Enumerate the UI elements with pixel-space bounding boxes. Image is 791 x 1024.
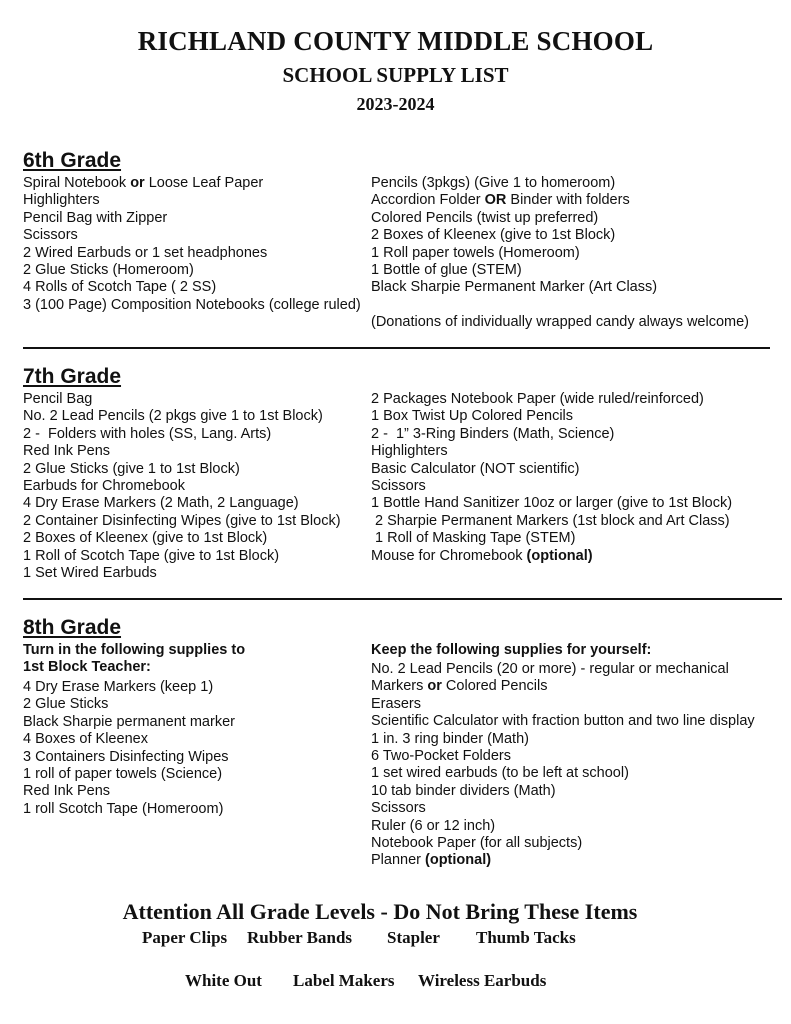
- grade-6-left-list: [23, 175, 361, 314]
- banned-item: White Out: [185, 971, 262, 990]
- banned-item: Wireless Earbuds: [418, 971, 547, 990]
- supply-item: [371, 391, 732, 408]
- supply-item: [23, 696, 235, 713]
- supply-item-text: 6 Two-Pocket Folders: [371, 748, 511, 765]
- supply-item: [371, 495, 732, 512]
- supply-item: [23, 766, 235, 783]
- supply-item: [23, 279, 361, 296]
- supply-item: [371, 530, 732, 547]
- supply-item-text: 3 Containers Disinfecting Wipes: [23, 748, 229, 765]
- supply-item-text: 1 Set Wired Earbuds: [23, 565, 157, 582]
- supply-item: [23, 297, 361, 314]
- supply-item-text: 4 Dry Erase Markers (keep 1): [23, 679, 214, 695]
- grade-8-left-heading: [23, 642, 245, 677]
- grade-8-title: 8th Grade: [23, 616, 122, 639]
- supply-item: [371, 461, 732, 478]
- supply-item: [23, 408, 341, 425]
- school-name: RICHLAND COUNTY MIDDLE SCHOOL: [137, 26, 654, 56]
- supply-item-text: Highlighters: [371, 443, 448, 460]
- supply-item-text: 1 roll of paper towels (Science): [23, 766, 223, 783]
- supply-item-emphasis: or: [130, 175, 145, 191]
- supply-item-text: 1 Bottle Hand Sanitizer 10oz or larger (give to 1st Block): [371, 495, 733, 512]
- supply-item-text: Pencil Bag: [23, 391, 93, 407]
- supply-item-text: Colored Pencils (twist up preferred): [371, 209, 599, 226]
- supply-item: [23, 426, 341, 443]
- supply-item: [371, 713, 755, 730]
- supply-item: [23, 731, 235, 748]
- supply-item-text: Markers: [371, 678, 428, 695]
- supply-item: [371, 765, 755, 782]
- supply-item-text: 2 Packages Notebook Paper (wide ruled/reinforced): [371, 391, 704, 407]
- supply-item: [371, 175, 657, 192]
- supply-item: [23, 513, 341, 530]
- grade-8-left-heading-line: Turn in the following supplies to: [23, 642, 246, 658]
- supply-item-text: 2 - Folders with holes (SS, Lang. Arts): [23, 425, 272, 442]
- supply-item-text: Highlighters: [23, 192, 100, 209]
- supply-item-emphasis: or: [427, 678, 442, 695]
- supply-item-text: Accordion Folder: [371, 192, 485, 209]
- supply-item: [23, 714, 235, 731]
- supply-item-text: 2 Glue Sticks (Homeroom): [23, 262, 194, 279]
- grade-6-title: 6th Grade: [23, 149, 122, 172]
- supply-item-text: Black Sharpie permanent marker: [23, 713, 235, 730]
- supply-item: [371, 279, 657, 296]
- supply-item: [23, 530, 341, 547]
- supply-item: [23, 679, 235, 696]
- supply-item-text: 1 in. 3 ring binder (Math): [371, 730, 529, 747]
- grade-8-right-list: [371, 661, 755, 870]
- supply-item: [371, 443, 732, 460]
- supply-item: [371, 245, 657, 262]
- supply-item-text: 1 Roll of Masking Tape (STEM): [371, 530, 576, 547]
- section-divider: [23, 347, 770, 349]
- supply-item: [371, 513, 732, 530]
- supply-item-text: 4 Rolls of Scotch Tape ( 2 SS): [23, 279, 217, 296]
- supply-item-text: Red Ink Pens: [23, 783, 111, 800]
- supply-item: [23, 783, 235, 800]
- supply-item-text: 2 Container Disinfecting Wipes (give to 1st Block): [23, 512, 341, 529]
- supply-item-text: 1 Box Twist Up Colored Pencils: [371, 408, 574, 425]
- supply-item-text: 2 Sharpie Permanent Markers (1st block and Art Class): [371, 512, 730, 529]
- supply-item: [23, 210, 361, 227]
- supply-item: [371, 852, 755, 869]
- supply-item-text: 4 Dry Erase Markers (2 Math, 2 Language): [23, 495, 299, 512]
- supply-item: [371, 192, 657, 209]
- supply-item: [23, 749, 235, 766]
- supply-item: [371, 800, 755, 817]
- supply-item-emphasis: OR: [484, 192, 507, 209]
- supply-item: [371, 835, 755, 852]
- supply-item-text: Mouse for Chromebook: [371, 547, 527, 564]
- supply-item-text: 2 - 1” 3-Ring Binders (Math, Science): [371, 425, 615, 442]
- supply-item-text: Notebook Paper (for all subjects): [371, 835, 583, 852]
- list-title: SCHOOL SUPPLY LIST: [282, 63, 509, 87]
- supply-item-text: Basic Calculator (NOT scientific): [371, 460, 580, 477]
- supply-item-text: 1 Roll of Scotch Tape (give to 1st Block): [23, 547, 280, 564]
- supply-item: [23, 548, 341, 565]
- supply-item: [23, 175, 361, 192]
- supply-item-text: 1 set wired earbuds (to be left at school): [371, 765, 629, 782]
- supply-item: [371, 748, 755, 765]
- supply-item: [23, 262, 361, 279]
- supply-item: [23, 245, 361, 262]
- supply-item-text: Scissors: [371, 800, 426, 817]
- supply-item-text: No. 2 Lead Pencils (2 pkgs give 1 to 1st Block): [23, 408, 323, 425]
- supply-item-text: Red Ink Pens: [23, 443, 111, 460]
- supply-item-text: 4 Boxes of Kleenex: [23, 731, 148, 748]
- supply-item-text: 2 Boxes of Kleenex (give to 1st Block): [371, 227, 616, 244]
- grade-8-left-heading-line: 1st Block Teacher:: [23, 659, 151, 676]
- supply-item-text: 2 Wired Earbuds or 1 set headphones: [23, 244, 268, 261]
- supply-item: [23, 565, 341, 582]
- supply-item: [371, 426, 732, 443]
- banned-item: Stapler: [387, 928, 440, 947]
- grade-8-left-list: [23, 679, 235, 818]
- supply-item-text: 3 (100 Page) Composition Notebooks (college ruled): [23, 296, 361, 313]
- supply-item: [23, 461, 341, 478]
- supply-item-text: 1 roll Scotch Tape (Homeroom): [23, 800, 224, 817]
- supply-item-text: Earbuds for Chromebook: [23, 478, 185, 495]
- supply-item-text: 2 Glue Sticks (give 1 to 1st Block): [23, 460, 240, 477]
- grade-7-right-list: [371, 391, 732, 565]
- supply-item-text: Spiral Notebook: [23, 175, 131, 191]
- banned-item: Paper Clips: [142, 928, 228, 947]
- supply-item: [371, 696, 755, 713]
- supply-item-text: Ruler (6 or 12 inch): [371, 817, 496, 834]
- supply-item-text: No. 2 Lead Pencils (20 or more) - regular or mechanical: [371, 661, 729, 677]
- banned-item: Label Makers: [293, 971, 395, 990]
- grade-7-left-list: [23, 391, 341, 582]
- supply-item-text: Scientific Calculator with fraction button and two line display: [371, 713, 755, 730]
- supply-item-text: Scissors: [23, 227, 78, 244]
- supply-item-text: 10 tab binder dividers (Math): [371, 782, 556, 799]
- supply-item-emphasis: (optional): [526, 547, 593, 564]
- supply-item-text: 1 Roll paper towels (Homeroom): [371, 244, 580, 261]
- supply-item-text: Erasers: [371, 695, 421, 712]
- supply-item: [23, 478, 341, 495]
- supply-item: [23, 495, 341, 512]
- supply-item: [23, 192, 361, 209]
- supply-item-text: Black Sharpie Permanent Marker (Art Class): [371, 279, 658, 296]
- supply-item: [371, 227, 657, 244]
- section-divider: [23, 598, 782, 600]
- supply-item-text: Loose Leaf Paper: [144, 175, 264, 191]
- supply-item-text: Scissors: [371, 478, 426, 495]
- supply-item: [371, 548, 732, 565]
- grade-7-title: 7th Grade: [23, 365, 122, 388]
- supply-item: [371, 210, 657, 227]
- grade-6-right-list: [371, 175, 657, 297]
- supply-item: [371, 731, 755, 748]
- supply-item: [371, 818, 755, 835]
- grade-8-right-heading: Keep the following supplies for yourself:: [371, 642, 652, 658]
- supply-item-text: Binder with folders: [506, 192, 630, 209]
- supply-item-text: 1 Bottle of glue (STEM): [371, 262, 522, 279]
- supply-item-text: Planner: [371, 852, 426, 869]
- supply-item-text: Pencils (3pkgs) (Give 1 to homeroom): [371, 175, 616, 191]
- supply-item: [23, 801, 235, 818]
- supply-item: [371, 678, 755, 695]
- supply-item: [23, 443, 341, 460]
- supply-item-text: Colored Pencils: [441, 678, 548, 695]
- supply-item: [23, 227, 361, 244]
- supply-item-text: Pencil Bag with Zipper: [23, 209, 168, 226]
- supply-item: [371, 661, 755, 678]
- supply-item: [371, 408, 732, 425]
- supply-item: [371, 478, 732, 495]
- supply-item: [371, 262, 657, 279]
- supply-item-text: 2 Boxes of Kleenex (give to 1st Block): [23, 530, 268, 547]
- banned-item: Rubber Bands: [247, 928, 353, 947]
- supply-item-text: 2 Glue Sticks: [23, 696, 109, 713]
- banned-item: Thumb Tacks: [476, 928, 576, 947]
- supply-item: [371, 783, 755, 800]
- supply-item-emphasis: (optional): [425, 852, 492, 869]
- grade-6-donation-note: (Donations of individually wrapped candy always welcome): [371, 314, 749, 330]
- school-year: 2023-2024: [356, 94, 435, 114]
- supply-item: [23, 391, 341, 408]
- attention-title: Attention All Grade Levels - Do Not Bring These Items: [122, 899, 638, 924]
